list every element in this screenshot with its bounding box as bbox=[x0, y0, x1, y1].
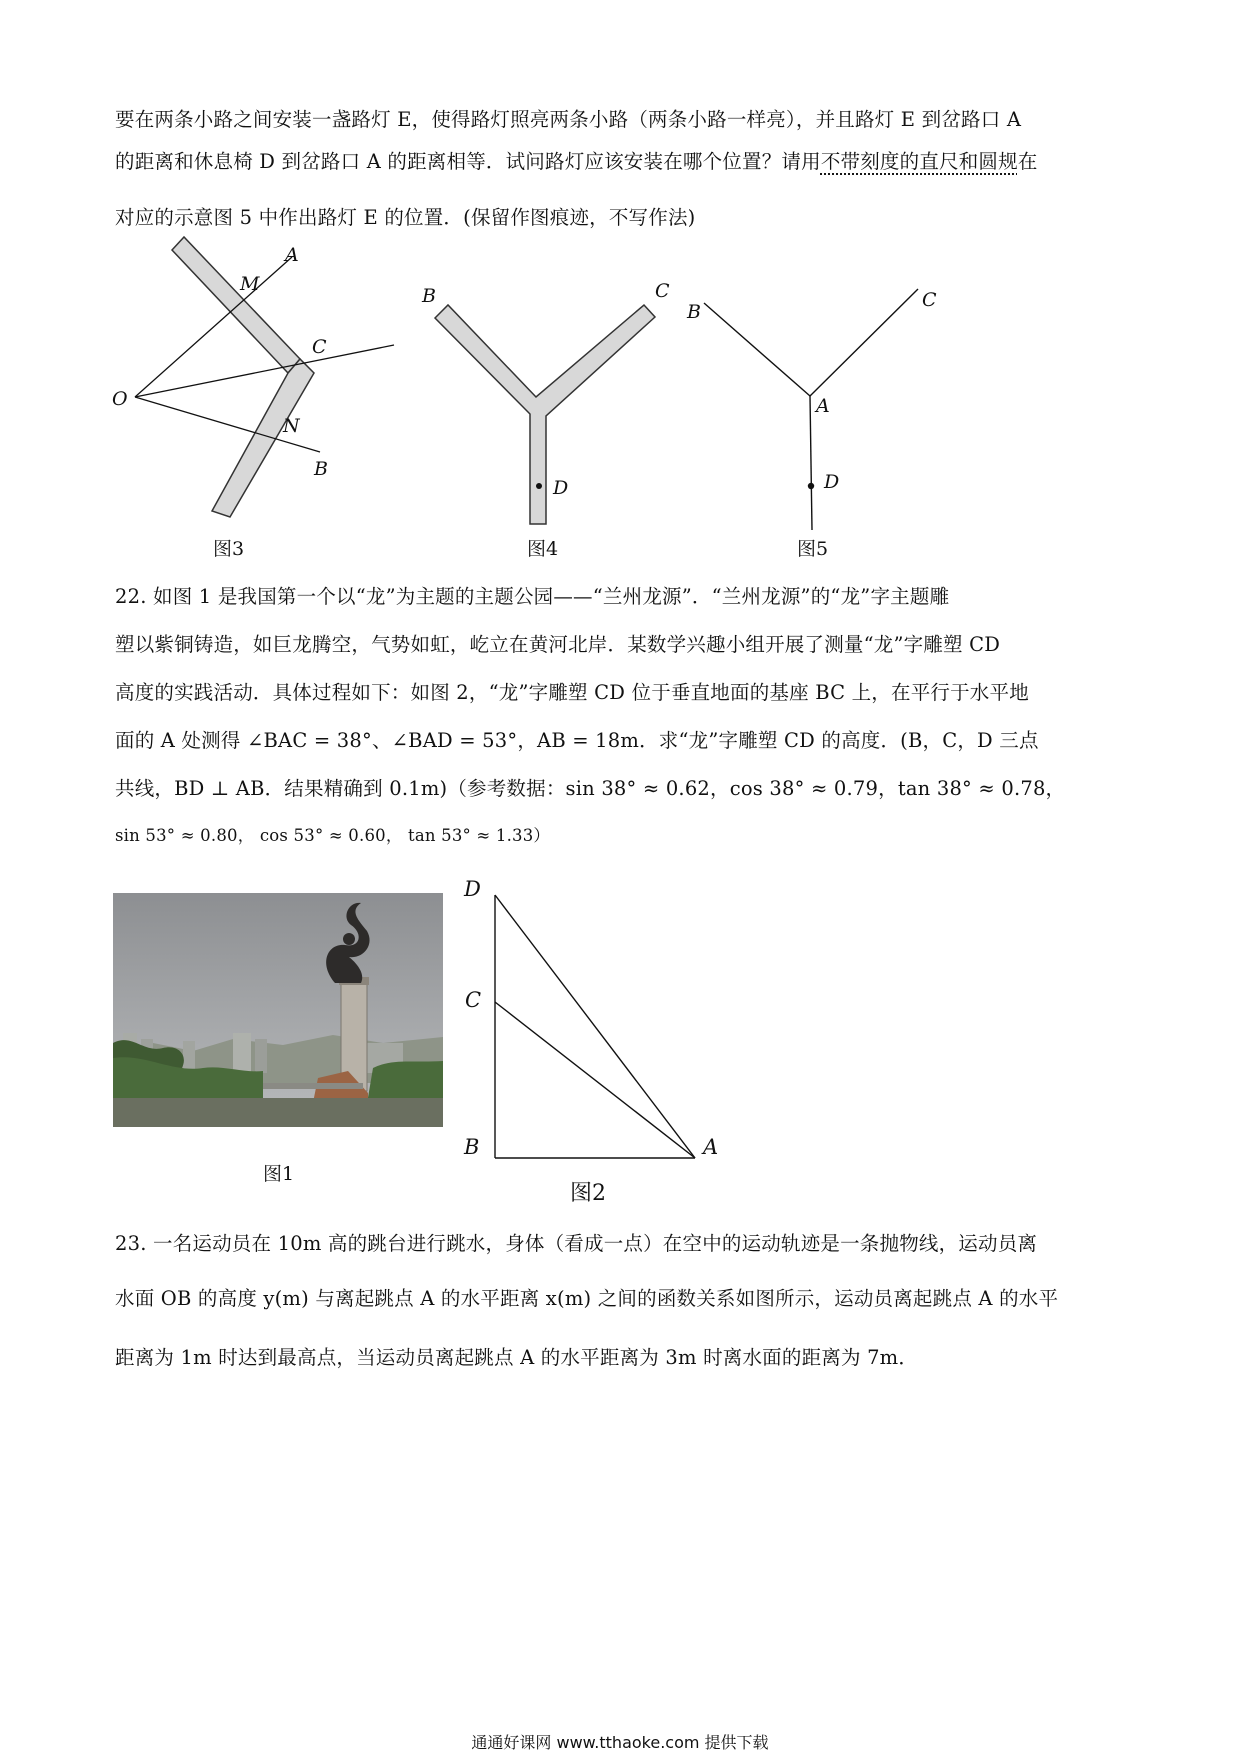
figure-5 bbox=[687, 285, 960, 535]
label-B: B bbox=[464, 1135, 480, 1159]
figure-1-photo bbox=[113, 893, 443, 1127]
page-footer: 通通好课网 www.tthaoke.com 提供下载 bbox=[471, 1733, 769, 1752]
y-road-band bbox=[435, 305, 655, 524]
figure-1-caption: 图1 bbox=[263, 1163, 295, 1185]
label-A: A bbox=[816, 395, 830, 417]
q22-line-2: 塑以紫铜铸造，如巨龙腾空，气势如虹，屹立在黄河北岸．某数学兴趣小组开展了测量“龙”字雕塑 CD bbox=[115, 633, 1001, 656]
label-N: N bbox=[283, 415, 300, 437]
figure-2 bbox=[460, 868, 740, 1158]
figure-3-caption: 图3 bbox=[213, 538, 245, 560]
label-B: B bbox=[687, 301, 701, 323]
intro-line-2 bbox=[115, 150, 1038, 173]
label-B: B bbox=[314, 458, 328, 480]
label-D: D bbox=[464, 877, 481, 901]
figure-3 bbox=[100, 245, 420, 535]
figure-4-caption: 图4 bbox=[527, 538, 559, 560]
q22-line-5: 共线，BD ⊥ AB．结果精确到 0.1m)（参考数据：sin 38° ≈ 0.62，cos 38° ≈ 0.79，tan 38° ≈ 0.78， bbox=[115, 777, 1066, 800]
road-lower bbox=[212, 359, 314, 517]
intro-line-2c: 在 bbox=[1017, 150, 1038, 173]
q23-line-3: 距离为 1m 时达到最高点，当运动员离起跳点 A 的水平距离为 3m 时离水面的距离为 7m． bbox=[115, 1346, 919, 1369]
label-A: A bbox=[703, 1135, 719, 1159]
label-M: M bbox=[240, 273, 260, 295]
label-C: C bbox=[465, 988, 482, 1012]
path-AD bbox=[810, 396, 812, 530]
figure-2-caption: 图2 bbox=[570, 1181, 606, 1206]
q22-line-4: 面的 A 处测得 ∠BAC = 38°、∠BAD = 53°，AB = 18m．求“龙”字雕塑 CD 的高度．(B，C，D 三点 bbox=[115, 729, 1039, 752]
dragon-sculpture-photo bbox=[113, 893, 443, 1127]
q23-line-2: 水面 OB 的高度 y(m) 与离起跳点 A 的水平距离 x(m) 之间的函数关系如图所示，运动员离起跳点 A 的水平 bbox=[115, 1287, 1059, 1310]
label-A: A bbox=[285, 244, 299, 266]
path-AC bbox=[810, 289, 918, 396]
q22-line-6: sin 53° ≈ 0.80， cos 53° ≈ 0.60， tan 53° ≈ 1.33） bbox=[115, 826, 551, 845]
emphasis-ruler-compass: 不带刻度的直尺和圆规 bbox=[820, 150, 1018, 173]
q22-line-3: 高度的实践活动．具体过程如下：如图 2，“龙”字雕塑 CD 位于垂直地面的基座 BC 上，在平行于水平地 bbox=[115, 681, 1029, 704]
intro-line-2a: 的距离和休息椅 D 到岔路口 A 的距离相等．试问路灯应该安装在哪个位置？请用 bbox=[115, 150, 821, 173]
label-D: D bbox=[553, 477, 569, 499]
segment-DA bbox=[495, 895, 695, 1158]
intro-line-3: 对应的示意图 5 中作出路灯 E 的位置．(保留作图痕迹，不写作法) bbox=[115, 206, 696, 229]
label-C: C bbox=[312, 336, 327, 358]
q23-line-1: 23. 一名运动员在 10m 高的跳台进行跳水，身体（看成一点）在空中的运动轨迹是一条抛物线，运动员离 bbox=[115, 1232, 1038, 1255]
label-B: B bbox=[422, 285, 436, 307]
point-D bbox=[808, 483, 814, 489]
path-AB bbox=[704, 303, 810, 396]
label-D: D bbox=[824, 471, 840, 493]
intro-line-1: 要在两条小路之间安装一盏路灯 E，使得路灯照亮两条小路（两条小路一样亮），并且路灯 E 到岔路口 A bbox=[115, 108, 1022, 131]
figure-4 bbox=[415, 280, 675, 535]
point-D bbox=[536, 483, 542, 489]
q22-line-1: 22. 如图 1 是我国第一个以“龙”为主题的主题公园——“兰州龙源”．“兰州龙源”的“龙”字主题雕 bbox=[115, 585, 950, 608]
label-O: O bbox=[112, 388, 128, 410]
label-C: C bbox=[922, 289, 937, 311]
ray-OC bbox=[135, 345, 394, 397]
road-upper bbox=[172, 237, 300, 373]
label-C: C bbox=[655, 280, 670, 302]
figure-5-caption: 图5 bbox=[797, 538, 829, 560]
